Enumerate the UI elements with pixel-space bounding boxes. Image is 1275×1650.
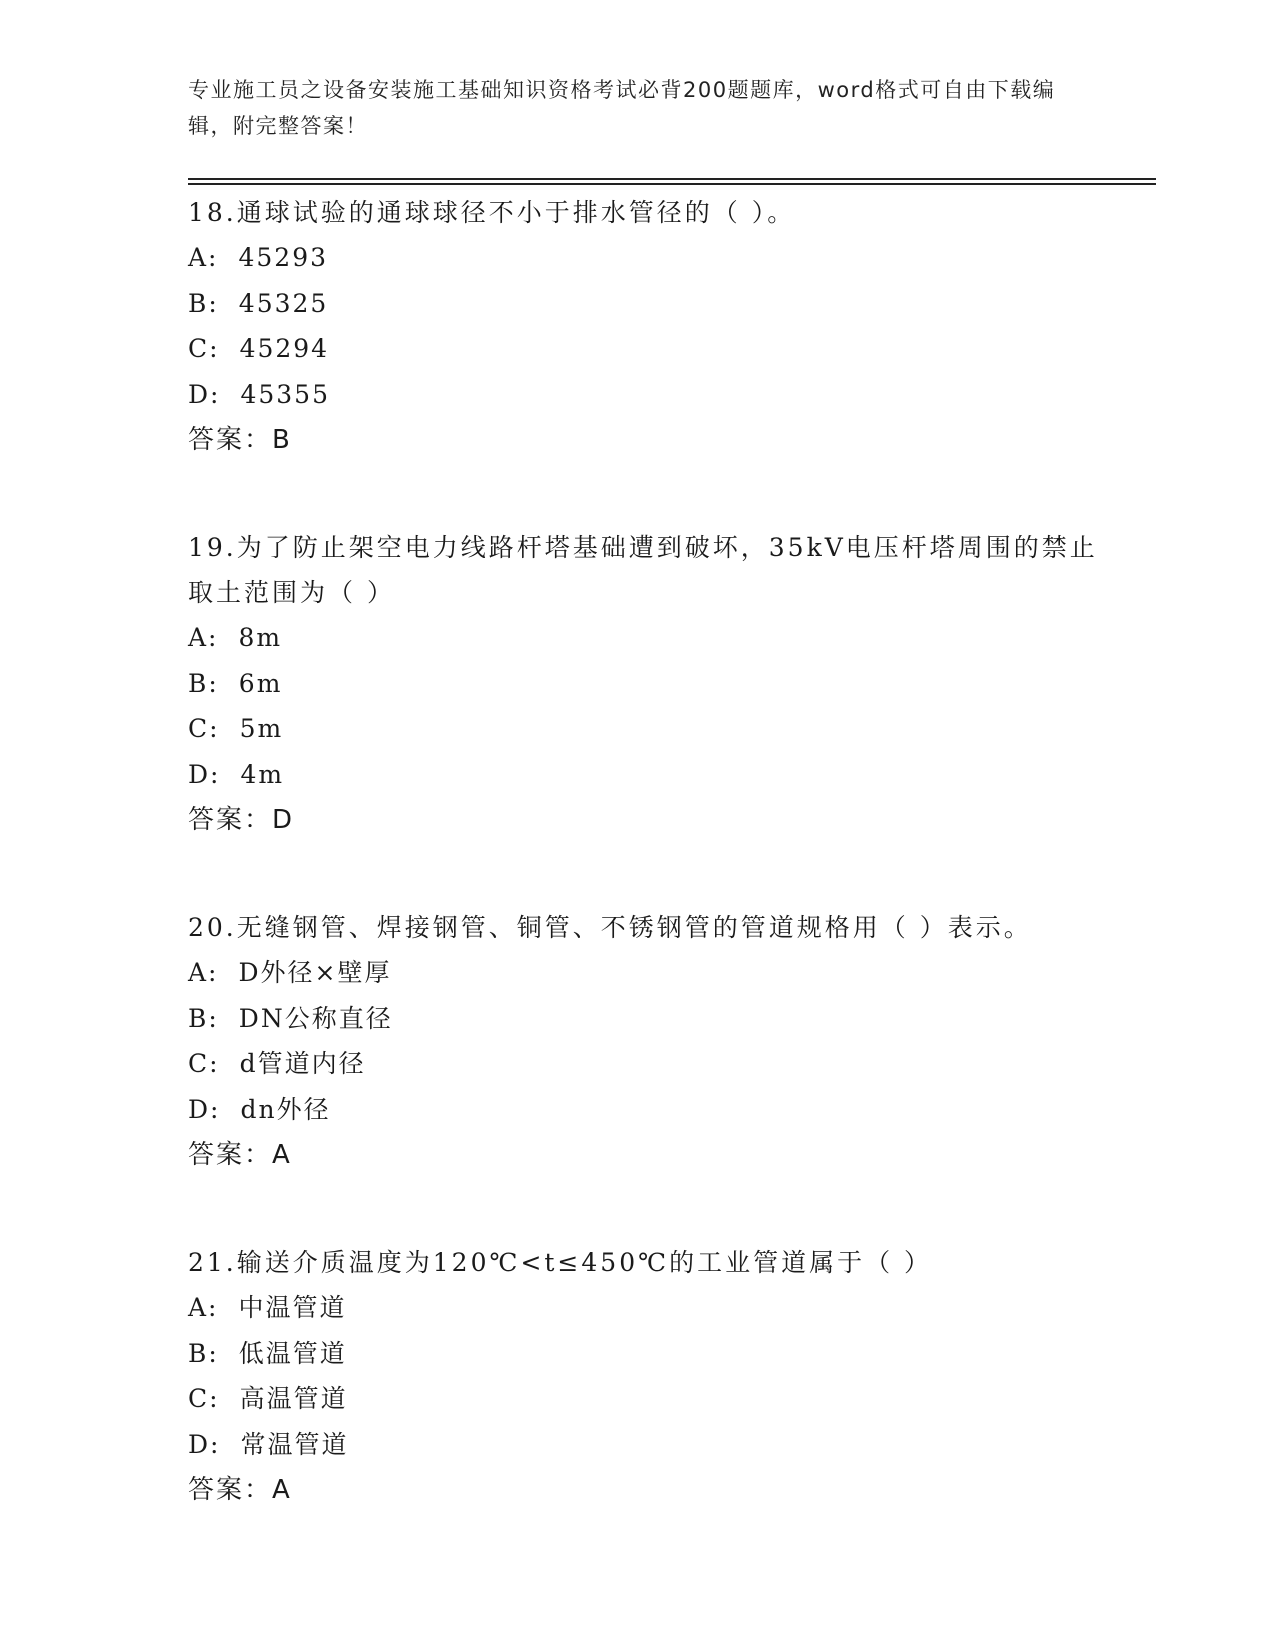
option-key: C: [188, 334, 220, 363]
option-a [188, 615, 1108, 661]
answer-line: 答案：B [188, 425, 292, 455]
question-21 [188, 1240, 1108, 1513]
header-divider-top [188, 178, 1156, 180]
option-text: dn外径 [240, 1094, 331, 1124]
option-text: 45325 [238, 288, 329, 318]
option-key: B: [188, 668, 219, 698]
question-stem: 18.通球试验的通球球径不小于排水管径的（ ）。 [188, 198, 796, 227]
document-header: 专业施工员之设备安装施工基础知识资格考试必背200题题库，word格式可自由下载编辑，附完整答案！ [188, 78, 1056, 138]
option-key: C: [188, 714, 220, 743]
option-a [188, 950, 1108, 996]
option-text: 8m [238, 623, 283, 652]
question-20 [188, 905, 1108, 1178]
option-b [188, 1331, 1108, 1377]
option-text: 低温管道 [238, 1338, 347, 1368]
option-c [188, 1041, 1108, 1087]
option-text: 4m [240, 759, 285, 789]
option-text: D外径×壁厚 [238, 958, 392, 987]
question-list [188, 190, 1108, 1575]
option-b [188, 281, 1108, 327]
option-b [188, 996, 1108, 1042]
option-key: A: [188, 623, 219, 652]
question-stem: 20.无缝钢管、焊接钢管、铜管、不锈钢管的管道规格用（ ）表示。 [188, 913, 1032, 942]
option-key: A: [188, 958, 219, 987]
option-text: 6m [238, 668, 283, 698]
option-c [188, 1376, 1108, 1422]
option-key: D: [188, 759, 221, 789]
option-key: D: [188, 1094, 221, 1124]
option-key: C: [188, 1384, 220, 1413]
question-stem: 19.为了防止架空电力线路杆塔基础遭到破坏，35kV电压杆塔周围的禁止取土范围为（ ） [188, 533, 1098, 607]
option-d [188, 1087, 1108, 1133]
option-text: DN公称直径 [238, 1003, 393, 1033]
option-key: A: [188, 243, 219, 272]
header-divider-bottom [188, 183, 1156, 185]
option-key: B: [188, 288, 219, 318]
option-key: C: [188, 1049, 220, 1078]
option-key: D: [188, 1429, 221, 1459]
option-a [188, 235, 1108, 281]
question-18 [188, 190, 1108, 463]
option-text: 45294 [239, 334, 330, 363]
option-c [188, 706, 1108, 752]
option-d [188, 372, 1108, 418]
option-key: B: [188, 1003, 219, 1033]
option-key: D: [188, 379, 221, 409]
option-text: 高温管道 [239, 1384, 348, 1413]
option-d [188, 1422, 1108, 1468]
answer-line: 答案：D [188, 805, 295, 835]
answer-line: 答案：A [188, 1475, 292, 1505]
answer-line: 答案：A [188, 1140, 292, 1170]
option-c [188, 326, 1108, 372]
option-a [188, 1285, 1108, 1331]
option-d [188, 752, 1108, 798]
option-b [188, 661, 1108, 707]
option-text: 5m [239, 714, 284, 743]
option-key: A: [188, 1293, 219, 1322]
option-text: 中温管道 [238, 1293, 347, 1322]
option-text: 45355 [240, 379, 330, 409]
question-19 [188, 525, 1108, 843]
option-text: 45293 [238, 243, 329, 272]
option-text: 常温管道 [240, 1429, 349, 1459]
question-stem: 21.输送介质温度为120℃<t≤450℃的工业管道属于（ ） [188, 1248, 933, 1277]
option-key: B: [188, 1338, 219, 1368]
option-text: d管道内径 [239, 1049, 366, 1078]
